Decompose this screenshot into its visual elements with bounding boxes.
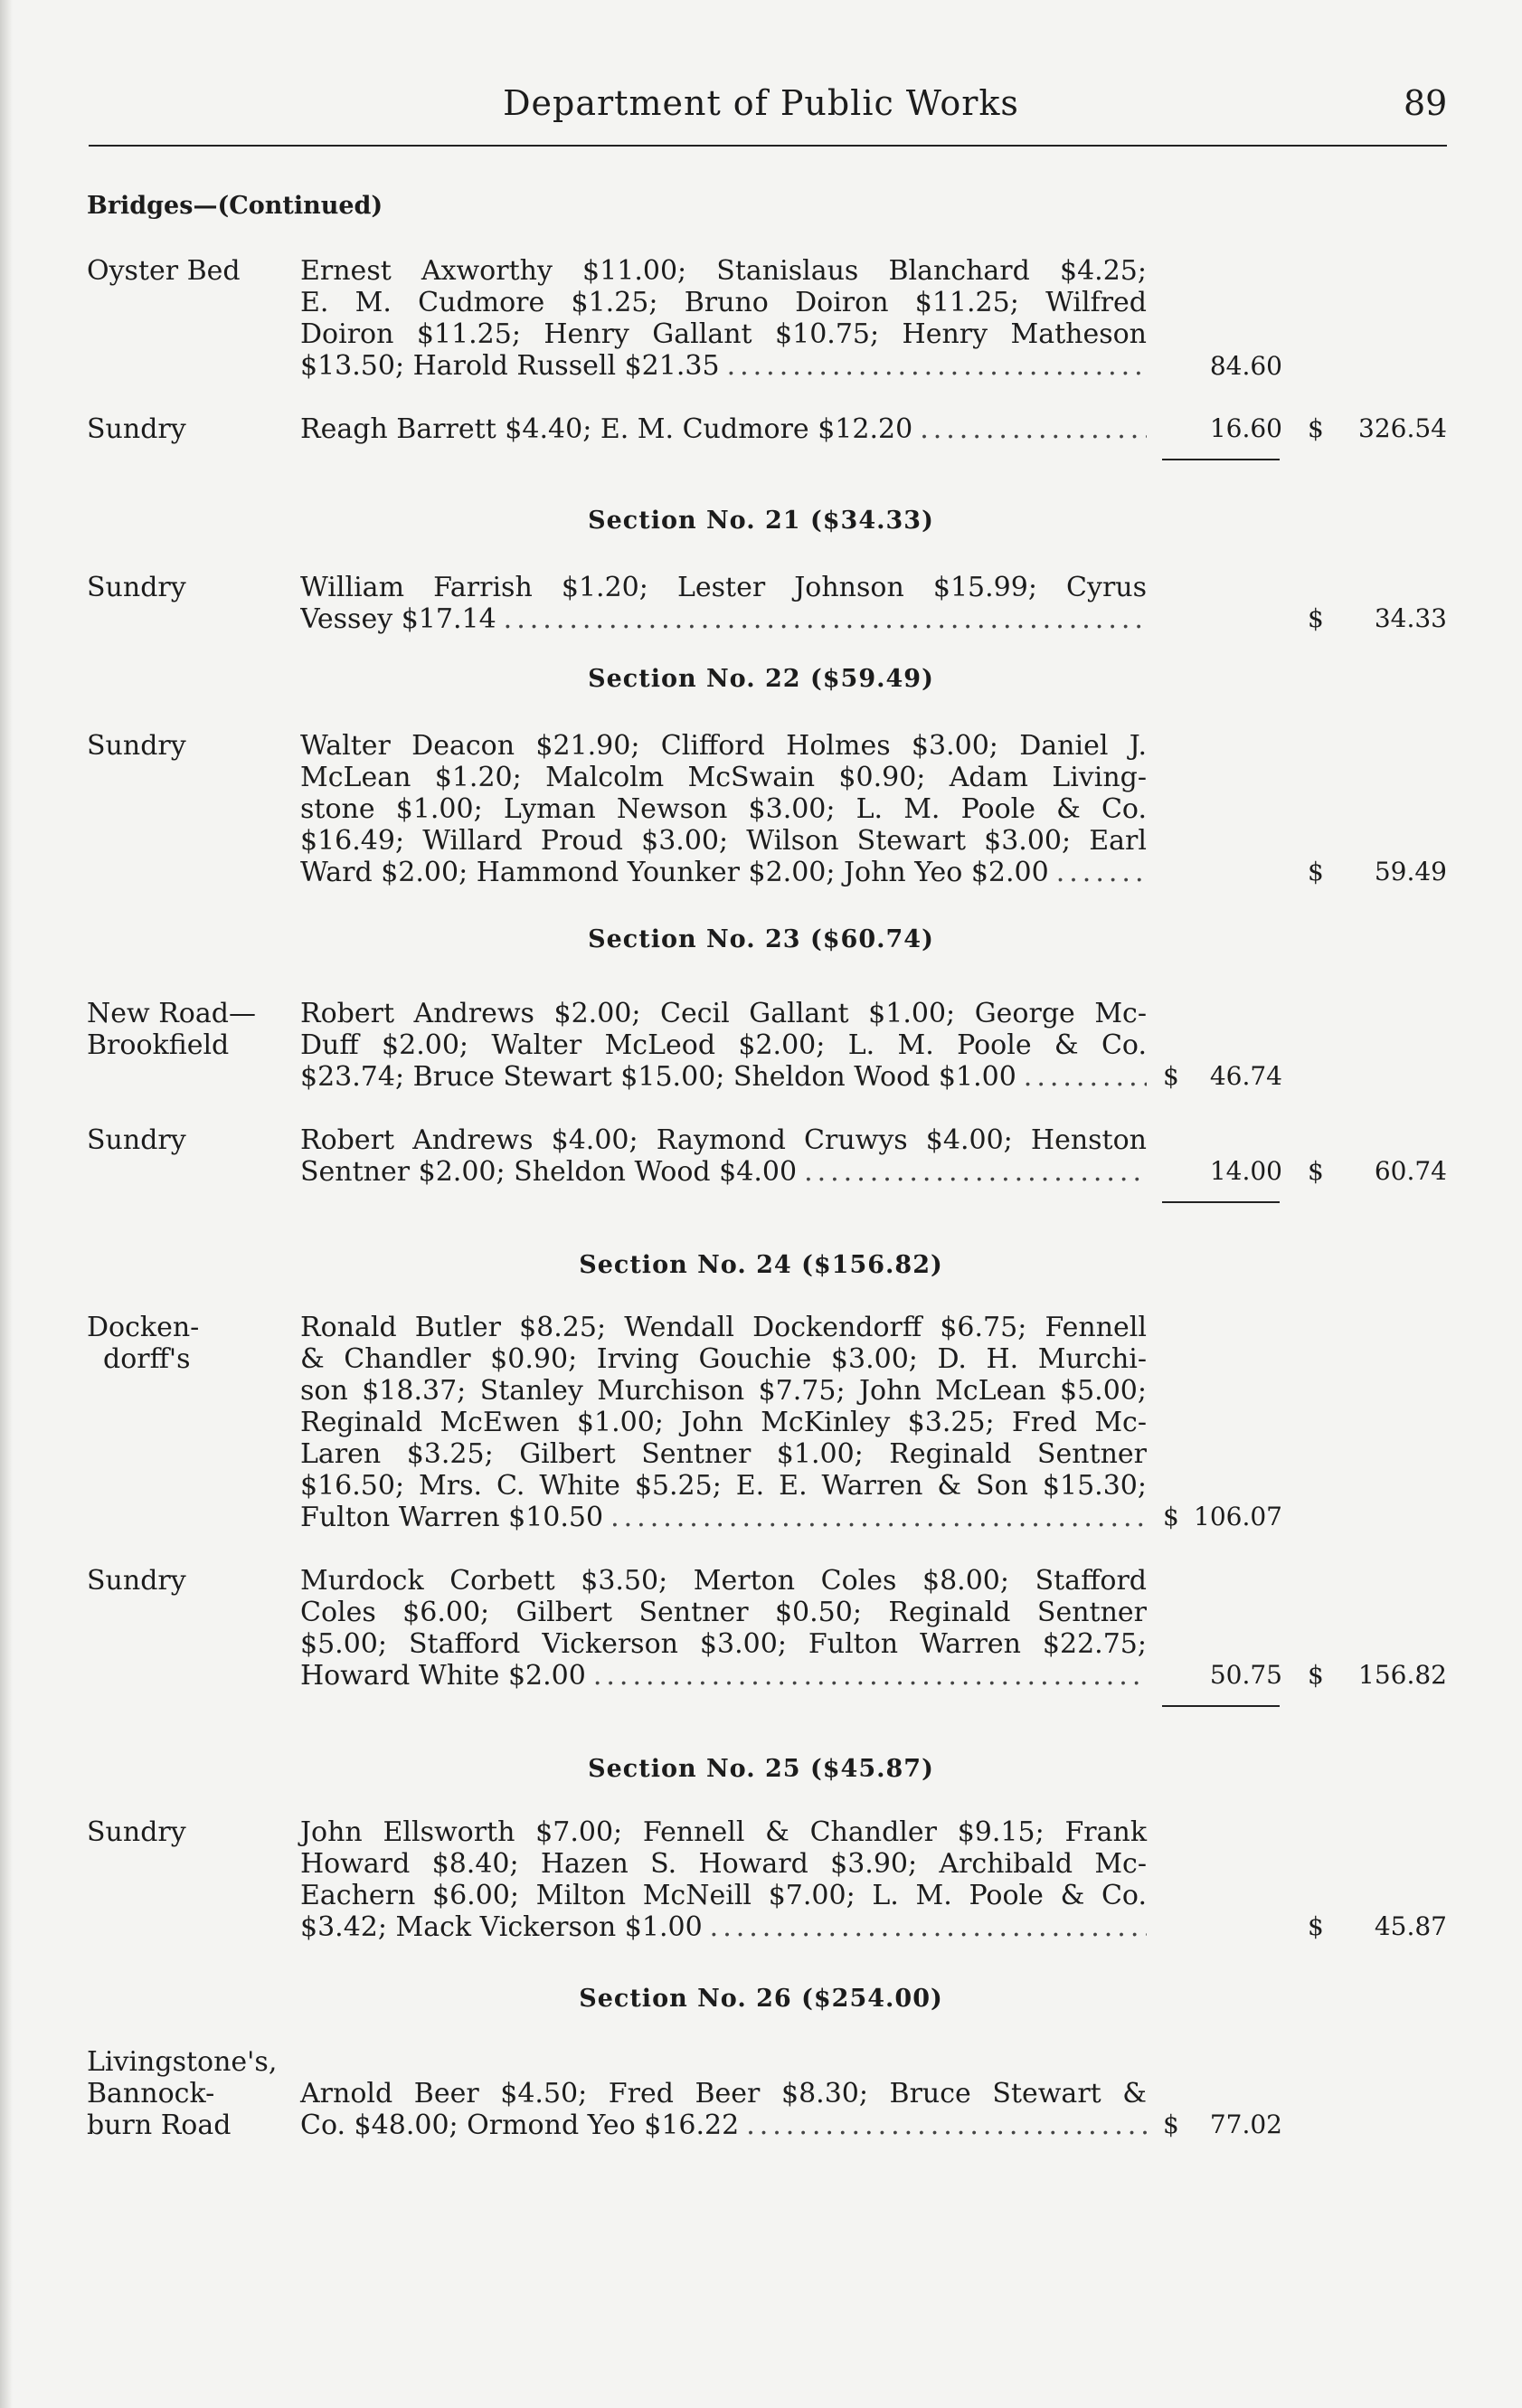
entry-line-text: Ward $2.00; Hammond Younker $2.00; John Yeo $2.00 bbox=[300, 857, 1049, 888]
entry-place bbox=[87, 572, 295, 603]
entry-line: Robert Andrews $4.00; Raymond Cruwys $4.00; Henston bbox=[300, 1124, 1147, 1156]
entry-place bbox=[87, 1565, 295, 1597]
place-line: Sundry bbox=[87, 1816, 186, 1848]
entry-amount: 77.02 bbox=[1209, 2109, 1282, 2139]
leader-dots bbox=[746, 2109, 1147, 2141]
entry-total: 59.49 bbox=[1374, 857, 1447, 886]
entry-line: William Farrish $1.20; Lester Johnson $15.99; Cyrus bbox=[300, 572, 1147, 603]
header-rule bbox=[89, 145, 1447, 147]
entry-line: son $18.37; Stanley Murchison $7.75; John McLean $5.00; bbox=[300, 1375, 1147, 1407]
entry-amount: 46.74 bbox=[1209, 1061, 1282, 1091]
entry-line: stone $1.00; Lyman Newson $3.00; L. M. Poole & Co. bbox=[300, 793, 1147, 825]
leader-dots bbox=[710, 1911, 1147, 1943]
entry-line: McLean $1.20; Malcolm McSwain $0.90; Adam Living- bbox=[300, 762, 1147, 793]
entry-place bbox=[87, 730, 295, 762]
leader-dots bbox=[727, 350, 1147, 382]
dollar-sign: $ bbox=[1308, 1156, 1324, 1186]
place-line: Sundry bbox=[87, 1565, 186, 1597]
entry-total: 60.74 bbox=[1374, 1156, 1447, 1186]
section-heading: Section No. 24 ($156.82) bbox=[579, 1251, 943, 1279]
entry-place bbox=[87, 1816, 295, 1848]
entry-line: Eachern $6.00; Milton McNeill $7.00; L. M. Poole & Co. bbox=[300, 1880, 1147, 1911]
place-line: Bannock- bbox=[87, 2078, 215, 2109]
entry-line: Coles $6.00; Gilbert Sentner $0.50; Reginald Sentner bbox=[300, 1597, 1147, 1628]
dollar-sign: $ bbox=[1308, 1911, 1324, 1941]
dollar-sign: $ bbox=[1163, 1502, 1179, 1531]
entry-text bbox=[300, 1565, 1147, 1692]
entry-amount: 14.00 bbox=[1209, 1156, 1282, 1186]
entry-place bbox=[87, 1124, 295, 1156]
leader-dots bbox=[1056, 857, 1147, 888]
entry-line: Duff $2.00; Walter McLeod $2.00; L. M. Poole & Co. bbox=[300, 1029, 1147, 1061]
entry-line-text: Reagh Barrett $4.40; E. M. Cudmore $12.20 bbox=[300, 413, 913, 445]
section-heading: Section No. 23 ($60.74) bbox=[588, 925, 934, 953]
section-heading: Section No. 26 ($254.00) bbox=[579, 1985, 943, 2013]
entry-place bbox=[87, 255, 295, 287]
entry-line-last bbox=[300, 1061, 1147, 1093]
entry-place bbox=[87, 413, 295, 445]
entry-line-last bbox=[300, 350, 1147, 382]
entry-line: & Chandler $0.90; Irving Gouchie $3.00; D. H. Murchi- bbox=[300, 1343, 1147, 1375]
entry-line-last bbox=[300, 857, 1147, 888]
entry-line: $16.50; Mrs. C. White $5.25; E. E. Warren & Son $15.30; bbox=[300, 1470, 1147, 1502]
entry-line: Laren $3.25; Gilbert Sentner $1.00; Reginald Sentner bbox=[300, 1438, 1147, 1470]
entry-text bbox=[300, 1816, 1147, 1943]
entry-line-text: Howard White $2.00 bbox=[300, 1660, 586, 1692]
entry-line-text: $3.42; Mack Vickerson $1.00 bbox=[300, 1911, 703, 1943]
entry-line: $5.00; Stafford Vickerson $3.00; Fulton Warren $22.75; bbox=[300, 1628, 1147, 1660]
entry-total: 45.87 bbox=[1374, 1911, 1447, 1941]
entry-amount: 106.07 bbox=[1194, 1502, 1282, 1531]
entry-total: 156.82 bbox=[1358, 1660, 1447, 1690]
entry-line-text: Fulton Warren $10.50 bbox=[300, 1502, 604, 1533]
entry-text bbox=[300, 1312, 1147, 1533]
entry-place bbox=[87, 2046, 295, 2141]
dollar-sign: $ bbox=[1163, 2109, 1179, 2139]
entry-line-text: $13.50; Harold Russell $21.35 bbox=[300, 350, 720, 382]
subtotal-rule bbox=[1162, 1201, 1280, 1203]
dollar-sign: $ bbox=[1308, 603, 1324, 633]
entry-line: Arnold Beer $4.50; Fred Beer $8.30; Bruce Stewart & bbox=[300, 2078, 1147, 2109]
entry-place bbox=[87, 998, 295, 1061]
place-line: Sundry bbox=[87, 572, 186, 603]
entry-text bbox=[300, 998, 1147, 1093]
entry-total: 326.54 bbox=[1358, 413, 1447, 443]
leader-dots bbox=[593, 1660, 1147, 1692]
entry-text bbox=[300, 255, 1147, 382]
page-number: 89 bbox=[1404, 83, 1448, 123]
place-line: New Road— bbox=[87, 998, 256, 1029]
place-line: Sundry bbox=[87, 730, 186, 762]
entry-line-text: Sentner $2.00; Sheldon Wood $4.00 bbox=[300, 1156, 798, 1188]
entry-amount: 84.60 bbox=[1209, 351, 1282, 381]
entry-line: $16.49; Willard Proud $3.00; Wilson Stewart $3.00; Earl bbox=[300, 825, 1147, 857]
place-line: Oyster Bed bbox=[87, 255, 241, 287]
leader-dots bbox=[610, 1502, 1147, 1533]
subtotal-rule bbox=[1162, 1705, 1280, 1707]
entry-line: Ernest Axworthy $11.00; Stanislaus Blanchard $4.25; bbox=[300, 255, 1147, 287]
entry-line: Robert Andrews $2.00; Cecil Gallant $1.00; George Mc- bbox=[300, 998, 1147, 1029]
entry-amount: 16.60 bbox=[1209, 413, 1282, 443]
entry-line: E. M. Cudmore $1.25; Bruno Doiron $11.25; Wilfred bbox=[300, 287, 1147, 318]
entry-amount: 50.75 bbox=[1209, 1660, 1282, 1690]
entry-place bbox=[87, 1312, 295, 1375]
page-edge-shadow bbox=[0, 0, 13, 2408]
entry-line-last bbox=[300, 2109, 1147, 2141]
place-line: Sundry bbox=[87, 1124, 186, 1156]
entry-text bbox=[300, 2078, 1147, 2141]
entry-text bbox=[300, 572, 1147, 635]
entry-line: Murdock Corbett $3.50; Merton Coles $8.00; Stafford bbox=[300, 1565, 1147, 1597]
section-heading: Section No. 25 ($45.87) bbox=[588, 1755, 934, 1783]
dollar-sign: $ bbox=[1308, 1660, 1324, 1690]
entry-line: Walter Deacon $21.90; Clifford Holmes $3.00; Daniel J. bbox=[300, 730, 1147, 762]
page-header-title: Department of Public Works bbox=[503, 83, 1019, 123]
entry-text bbox=[300, 413, 1147, 445]
entry-line: Doiron $11.25; Henry Gallant $10.75; Henry Matheson bbox=[300, 318, 1147, 350]
dollar-sign: $ bbox=[1308, 857, 1324, 886]
leader-dots bbox=[1024, 1061, 1147, 1093]
entry-line: Reginald McEwen $1.00; John McKinley $3.25; Fred Mc- bbox=[300, 1407, 1147, 1438]
entry-line-last bbox=[300, 1660, 1147, 1692]
entry-text bbox=[300, 730, 1147, 888]
entry-line-last bbox=[300, 413, 1147, 445]
entry-line: Howard $8.40; Hazen S. Howard $3.90; Archibald Mc- bbox=[300, 1848, 1147, 1880]
continued-heading: Bridges—(Continued) bbox=[87, 192, 383, 220]
section-heading: Section No. 22 ($59.49) bbox=[588, 665, 934, 693]
dollar-sign: $ bbox=[1308, 413, 1324, 443]
place-line: Docken- bbox=[87, 1312, 200, 1343]
place-line: Brookfield bbox=[87, 1029, 230, 1061]
entry-line-last bbox=[300, 1156, 1147, 1188]
entry-line: John Ellsworth $7.00; Fennell & Chandler $9.15; Frank bbox=[300, 1816, 1147, 1848]
entry-line-text: $23.74; Bruce Stewart $15.00; Sheldon Wood $1.00 bbox=[300, 1061, 1016, 1093]
place-line: dorff's bbox=[103, 1343, 191, 1375]
entry-line-text: Vessey $17.14 bbox=[300, 603, 496, 635]
leader-dots bbox=[504, 603, 1147, 635]
entry-line: Ronald Butler $8.25; Wendall Dockendorff $6.75; Fennell bbox=[300, 1312, 1147, 1343]
place-line: Livingstone's, bbox=[87, 2046, 278, 2078]
entry-total: 34.33 bbox=[1374, 603, 1447, 633]
subtotal-rule bbox=[1162, 459, 1280, 460]
place-line: burn Road bbox=[87, 2109, 232, 2141]
leader-dots bbox=[804, 1156, 1147, 1188]
entry-line-last bbox=[300, 1911, 1147, 1943]
entry-text bbox=[300, 1124, 1147, 1188]
entry-line-text: Co. $48.00; Ormond Yeo $16.22 bbox=[300, 2109, 740, 2141]
leader-dots bbox=[920, 413, 1147, 445]
entry-line-last bbox=[300, 1502, 1147, 1533]
section-heading: Section No. 21 ($34.33) bbox=[588, 507, 934, 535]
place-line: Sundry bbox=[87, 413, 186, 445]
dollar-sign: $ bbox=[1163, 1061, 1179, 1091]
entry-line-last bbox=[300, 603, 1147, 635]
